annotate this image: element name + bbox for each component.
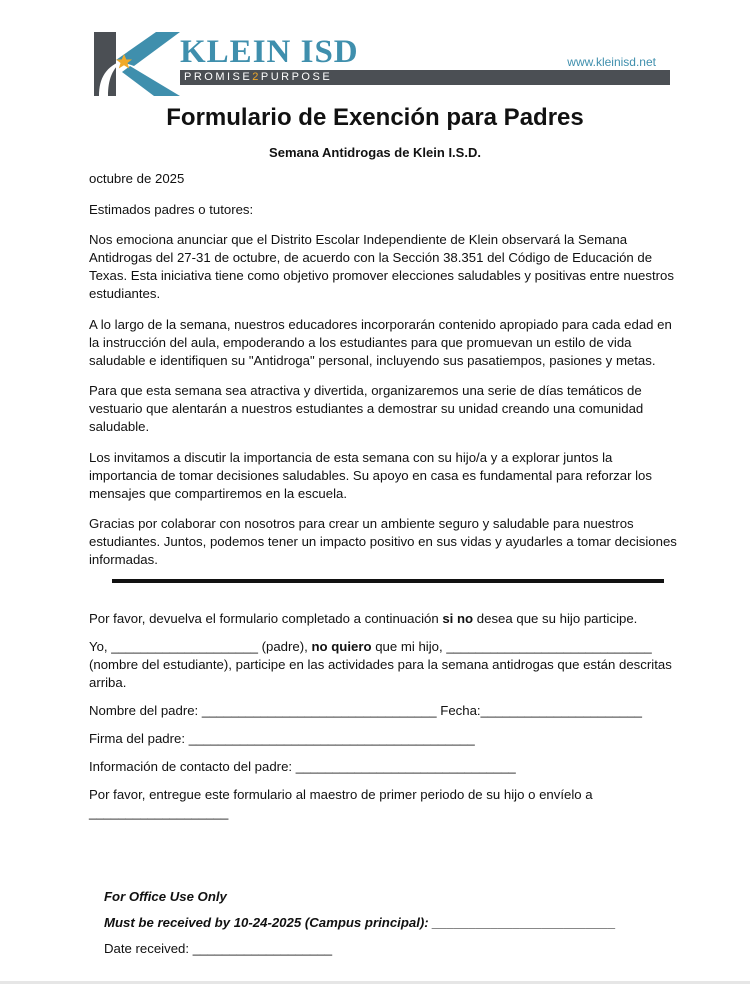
- date-label: Fecha:: [436, 703, 481, 718]
- opt-out-statement: [89, 638, 679, 692]
- contact-field[interactable]: ______________________________: [295, 759, 516, 774]
- date-received-field[interactable]: ___________________: [192, 941, 333, 956]
- optout-emphasis: no quiero: [311, 639, 372, 654]
- page-title: Formulario de Exención para Padres: [166, 104, 584, 131]
- brand-name: KLEIN ISD: [180, 34, 359, 70]
- paragraph-1: Nos emociona anunciar que el Distrito Escolar Independiente de Klein observará la Semana Antidrogas del 27-31 de octubre, de acuerdo con la Sección 38.351 del Código de Educación de Texas. Esta iniciativa tiene como objetivo promover elecciones saludables y positivas entre nuestros estudiantes.: [89, 232, 674, 301]
- website-link[interactable]: www.kleinisd.net: [567, 55, 656, 69]
- date-field[interactable]: ______________________: [480, 703, 642, 718]
- signature-label: Firma del padre:: [89, 731, 189, 746]
- instruction-text-end: desea que su hijo participe.: [473, 611, 638, 626]
- parent-name-row: [89, 702, 679, 720]
- optout-yo: Yo,: [89, 639, 112, 654]
- optout-mid: que mi hijo,: [371, 639, 447, 654]
- received-by-row: [104, 914, 684, 932]
- contact-row: [89, 758, 679, 776]
- tagline-pre: PROMISE: [184, 71, 253, 83]
- delivery-field[interactable]: ___________________: [89, 805, 229, 820]
- contact-label: Información de contacto del padre:: [89, 759, 296, 774]
- optout-padre: (padre),: [257, 639, 312, 654]
- brand-tagline: [180, 70, 332, 85]
- form-instruction: [89, 610, 679, 628]
- received-by-label: Must be received by 10-24-2025 (Campus principal):: [104, 915, 433, 930]
- paragraph-5: Gracias por colaborar con nosotros para crear un ambiente seguro y saludable para nuestros estudiantes. Juntos, podemos tener un impacto positivo en sus vidas y ayudarles a tomar decisiones informadas.: [89, 516, 677, 567]
- letter-greeting: Estimados padres o tutores:: [89, 201, 254, 217]
- instruction-text: Por favor, devuelva el formulario completado a continuación: [89, 611, 443, 626]
- page-subtitle: Semana Antidrogas de Klein I.S.D.: [269, 145, 481, 160]
- signature-row: [89, 730, 679, 748]
- paragraph-2: A lo largo de la semana, nuestros educadores incorporarán contenido apropiado para cada edad en la instrucción del aula, empoderando a los estudiantes para que promuevan un estilo de vida saludable e identifiquen su "Antidroga" personal, incluyendo sus pasatiempos, pasiones y metas.: [89, 316, 672, 368]
- section-divider: [112, 579, 664, 583]
- optout-rest: (nombre del estudiante), participe en las actividades para la semana antidrogas que están descritas arriba.: [89, 657, 672, 690]
- delivery-instruction: [89, 786, 679, 822]
- parent-name-blank[interactable]: ____________________: [111, 639, 258, 654]
- student-name-blank[interactable]: ____________________________: [446, 639, 652, 654]
- tagline-post: PURPOSE: [260, 71, 333, 83]
- date-received-row: [104, 940, 684, 958]
- instruction-emphasis: si no: [442, 611, 474, 626]
- delivery-text: Por favor, entregue este formulario al maestro de primer periodo de su hijo o envíelo a: [89, 787, 593, 802]
- letter-body: [89, 170, 679, 582]
- parent-name-field[interactable]: ________________________________: [201, 703, 437, 718]
- letter-date: octubre de 2025: [89, 171, 185, 186]
- office-use-section: [104, 888, 684, 966]
- tagline-number: 2: [252, 71, 261, 83]
- parent-name-label: Nombre del padre:: [89, 703, 202, 718]
- opt-out-form: [89, 610, 679, 832]
- paragraph-4: Los invitamos a discutir la importancia de esta semana con su hijo/a y a explorar juntos la importancia de tomar decisiones saludables. Su apoyo en casa es fundamental para reforzar los mensajes que compartiremos en la escuela.: [89, 449, 652, 501]
- letterhead: [94, 32, 670, 96]
- received-by-field[interactable]: _________________________: [432, 915, 616, 930]
- date-received-label: Date received:: [104, 941, 193, 956]
- office-heading: For Office Use Only: [104, 889, 227, 904]
- paragraph-3: Para que esta semana sea atractiva y divertida, organizaremos una serie de días temáticos de vestuario que alentarán a nuestros estudiantes a demostrar su unidad creando una comunidad saludable.: [89, 383, 644, 434]
- signature-field[interactable]: _______________________________________: [188, 731, 475, 746]
- klein-logo-icon: [94, 32, 180, 96]
